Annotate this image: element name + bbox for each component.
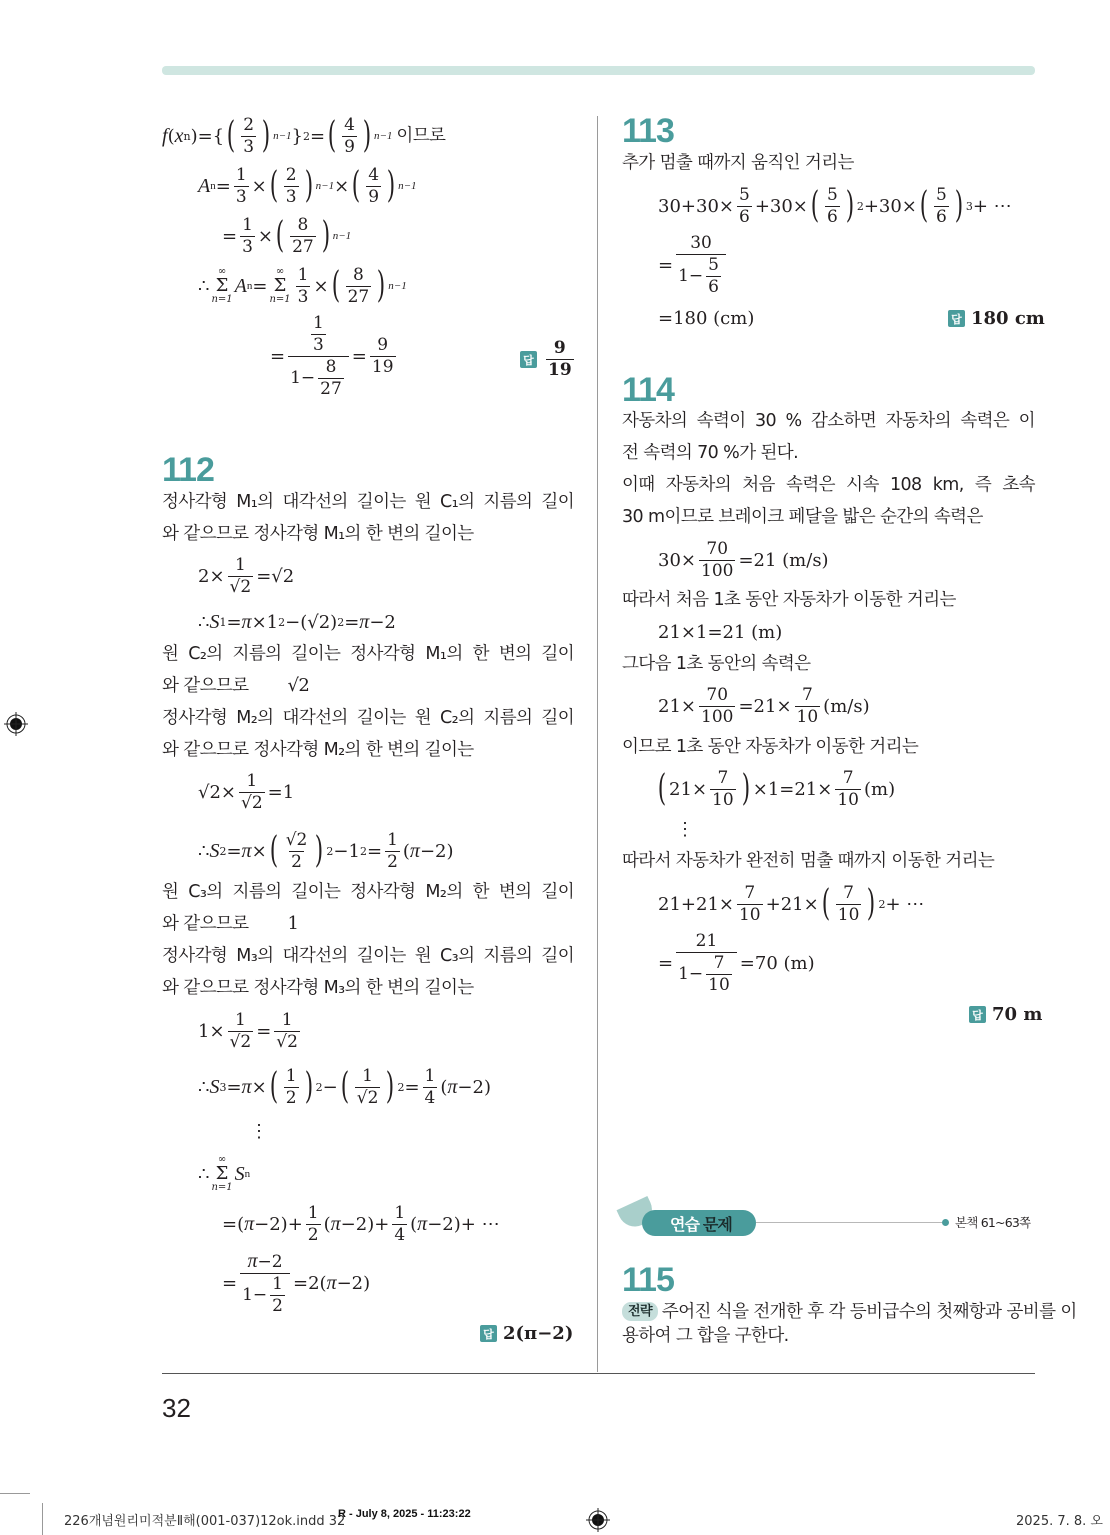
header-accent-bar <box>162 66 1035 75</box>
print-slug-date: 2025. 7. 8. 오 <box>1016 1514 1103 1529</box>
column-divider <box>597 116 598 1372</box>
problem-114-para5: 이므로 1초 동안 자동차가 이동한 거리는 <box>622 737 919 757</box>
equation-an: A n = $\frac{1}{3}$ × ( $\frac{2}{3}$ ) n−1 × ( $\frac{4}{9}$ ) n−1 <box>198 164 417 207</box>
equation-114-first-distance: 21×1=21 (m) <box>658 621 783 643</box>
equation-112-s2: ∴ S 2 = π × ( $\frac{√2}{2}$ ) 2 −1 2 = $\frac{1}{2}$ ( π −2) <box>198 829 454 872</box>
practice-section-header <box>620 1202 1035 1242</box>
equation-112-side2: √2× $\frac{1}{√2}$ =1 <box>198 770 295 813</box>
problem-112-para3-line1: 정사각형 M₂의 대각선의 길이는 원 C₂의 지름의 길이 <box>162 708 574 728</box>
problem-112-para3-line2: 와 같으므로 정사각형 M₂의 한 변의 길이는 <box>162 740 474 760</box>
equation-f-xn: f ( x n )={ ( $\frac{2}{3}$ ) n−1 } 2 = ( $\frac{4}{9}$ ) n−1 이므로 <box>162 114 446 157</box>
equation-113-result: =180 (cm) <box>658 307 755 329</box>
problem-114-para1-line1: 자동차의 속력이 30 % 감소하면 자동차의 속력은 이 <box>622 411 1035 431</box>
equation-sum-an: ∴ ∞ Σ n=1 A n = ∞ Σ n=1 $\frac{1}{3}$ × ( $\frac{8}{27}$ ) n−1 <box>198 264 407 307</box>
registration-mark-icon <box>586 1508 610 1532</box>
problem-114-para1-line2: 전 속력의 70 %가 된다. <box>622 443 799 463</box>
problem-114-para4: 그다음 1초 동안의 속력은 <box>622 654 811 674</box>
problem-112-para1-line1: 정사각형 M₁의 대각선의 길이는 원 C₁의 지름의 길이 <box>162 492 574 512</box>
answer-111: 답 $\frac{9}{19}$ <box>520 340 577 379</box>
crop-mark <box>0 1493 30 1494</box>
footer-rule <box>162 1373 1035 1374</box>
problem-112-para2-line2: 와 같으므로 √2 <box>162 675 310 696</box>
answer-112: 답 2(π−2) <box>480 1323 573 1344</box>
problem-112-para5-line2: 와 같으므로 정사각형 M₃의 한 변의 길이는 <box>162 978 474 998</box>
problem-112-para5-line1: 정사각형 M₃의 대각선의 길이는 원 C₃의 지름의 길이 <box>162 946 574 966</box>
problem-114-para2-line1: 이때 자동차의 처음 속력은 시속 108 km, 즉 초속 <box>622 475 1035 495</box>
equation-112-sum-sn: ∴ ∞ Σ n=1 S n <box>198 1154 251 1193</box>
problem-112 <box>162 452 574 488</box>
equation-113-fraction: = 30 1− $\frac{5}{6}$ <box>658 232 729 298</box>
bullet-dot-icon <box>942 1219 949 1226</box>
problem-number: 112 <box>162 451 214 489</box>
answer-badge-icon: 답 <box>948 310 965 327</box>
answer-badge-icon: 답 <box>969 1006 986 1023</box>
problem-number: 114 <box>622 371 674 409</box>
textbook-page-reference: 본책 61~63쪽 <box>955 1215 1031 1230</box>
problem-115 <box>622 1262 1035 1298</box>
equation-112-s3: ∴ S 3 = π × ( $\frac{1}{2}$ ) 2 − ( $\frac{1}{√2}$ ) 2 = $\frac{1}{4}$ ( π −2) <box>198 1065 491 1108</box>
equation-114-series: 21+21× $\frac{7}{10}$ +21× ( $\frac{7}{10}$ ) 2 + ⋯ <box>658 882 925 925</box>
print-slug-stamp: R - July 8, 2025 - 11:23:22 <box>338 1508 471 1520</box>
equation-112-side1: 2× $\frac{1}{√2}$ =√2 <box>198 554 295 597</box>
answer-114: 답 70 m <box>969 1004 1042 1025</box>
equation-112-s1: ∴ S 1 = π ×1 2 −(√2) 2 = π −2 <box>198 610 396 633</box>
equation-114-initial-speed: 30× $\frac{70}{100}$ =21 (m/s) <box>658 538 829 581</box>
problem-113 <box>622 113 1035 149</box>
problem-112-para4-line1: 원 C₃의 지름의 길이는 정사각형 M₂의 한 변의 길이 <box>162 882 574 902</box>
problem-112-para1-line2: 와 같으므로 정사각형 M₁의 한 변의 길이는 <box>162 524 474 544</box>
strategy-badge: 전략 <box>622 1302 658 1321</box>
equation-sum-result: = $\frac{1}{3}$ 1− $\frac{8}{27}$ = $\frac{9}{19}$ <box>270 312 394 399</box>
equation-an-simplified: = $\frac{1}{3}$ × ( $\frac{8}{27}$ ) n−1 <box>222 214 352 257</box>
problem-114-para3: 따라서 처음 1초 동안 자동차가 이동한 거리는 <box>622 590 956 610</box>
equation-112-result: = π−2 1− $\frac{1}{2}$ =2( π −2) <box>222 1250 371 1316</box>
problem-115-strategy-line2: 용하여 그 합을 구한다. <box>622 1326 789 1346</box>
equation-113-series: 30+30× $\frac{5}{6}$ +30× ( $\frac{5}{6}$ ) 2 +30× ( $\frac{5}{6}$ ) 3 + ⋯ <box>658 184 1012 227</box>
equation-114-next-speed: 21× $\frac{70}{100}$ =21× $\frac{7}{10}$ (m/s) <box>658 684 870 727</box>
equation-112-series: =( π −2)+ $\frac{1}{2}$ ( π −2)+ $\frac{1}{4}$ ( π −2)+ ⋯ <box>222 1202 500 1245</box>
problem-115-strategy-line1: 전략 주어진 식을 전개한 후 각 등비급수의 첫째항과 공비를 이 <box>622 1296 1035 1328</box>
print-slug-filename: 226개념원리미적분Ⅱ해(001-037)12ok.indd 32 <box>64 1514 346 1529</box>
problem-113-para1: 추가 멈출 때까지 움직인 거리는 <box>622 153 854 173</box>
problem-number: 115 <box>622 1261 674 1299</box>
equation-114-next-distance: ( 21× $\frac{7}{10}$ ) ×1=21× $\frac{7}{10}$ (m) <box>657 767 896 810</box>
problem-114-para2-line2: 30 m이므로 브레이크 페달을 밟은 순간의 속력은 <box>622 507 983 527</box>
answer-badge-icon: 답 <box>480 1325 497 1342</box>
answer-badge-icon: 답 <box>520 351 537 368</box>
practice-header-rule <box>756 1222 942 1223</box>
practice-title-pill: 연습 문제 <box>642 1210 756 1236</box>
answer-113: 답 180 cm <box>948 308 1045 329</box>
problem-number: 113 <box>622 112 674 150</box>
equation-112-side3: 1× $\frac{1}{√2}$ = $\frac{1}{√2}$ <box>198 1009 298 1052</box>
crop-mark <box>42 1503 43 1535</box>
equation-114-result: = 21 1− $\frac{7}{10}$ =70 (m) <box>658 930 815 995</box>
problem-112-para4-line2: 와 같으므로 1 <box>162 913 299 934</box>
registration-mark-icon <box>4 712 28 736</box>
vertical-ellipsis: ⋮ <box>676 818 694 840</box>
problem-112-para2-line1: 원 C₂의 지름의 길이는 정사각형 M₁의 한 변의 길이 <box>162 644 574 664</box>
vertical-ellipsis: ⋮ <box>250 1120 268 1142</box>
problem-114 <box>622 372 1035 408</box>
page-number: 32 <box>162 1393 191 1423</box>
problem-114-para6: 따라서 자동차가 완전히 멈출 때까지 이동한 거리는 <box>622 851 995 871</box>
